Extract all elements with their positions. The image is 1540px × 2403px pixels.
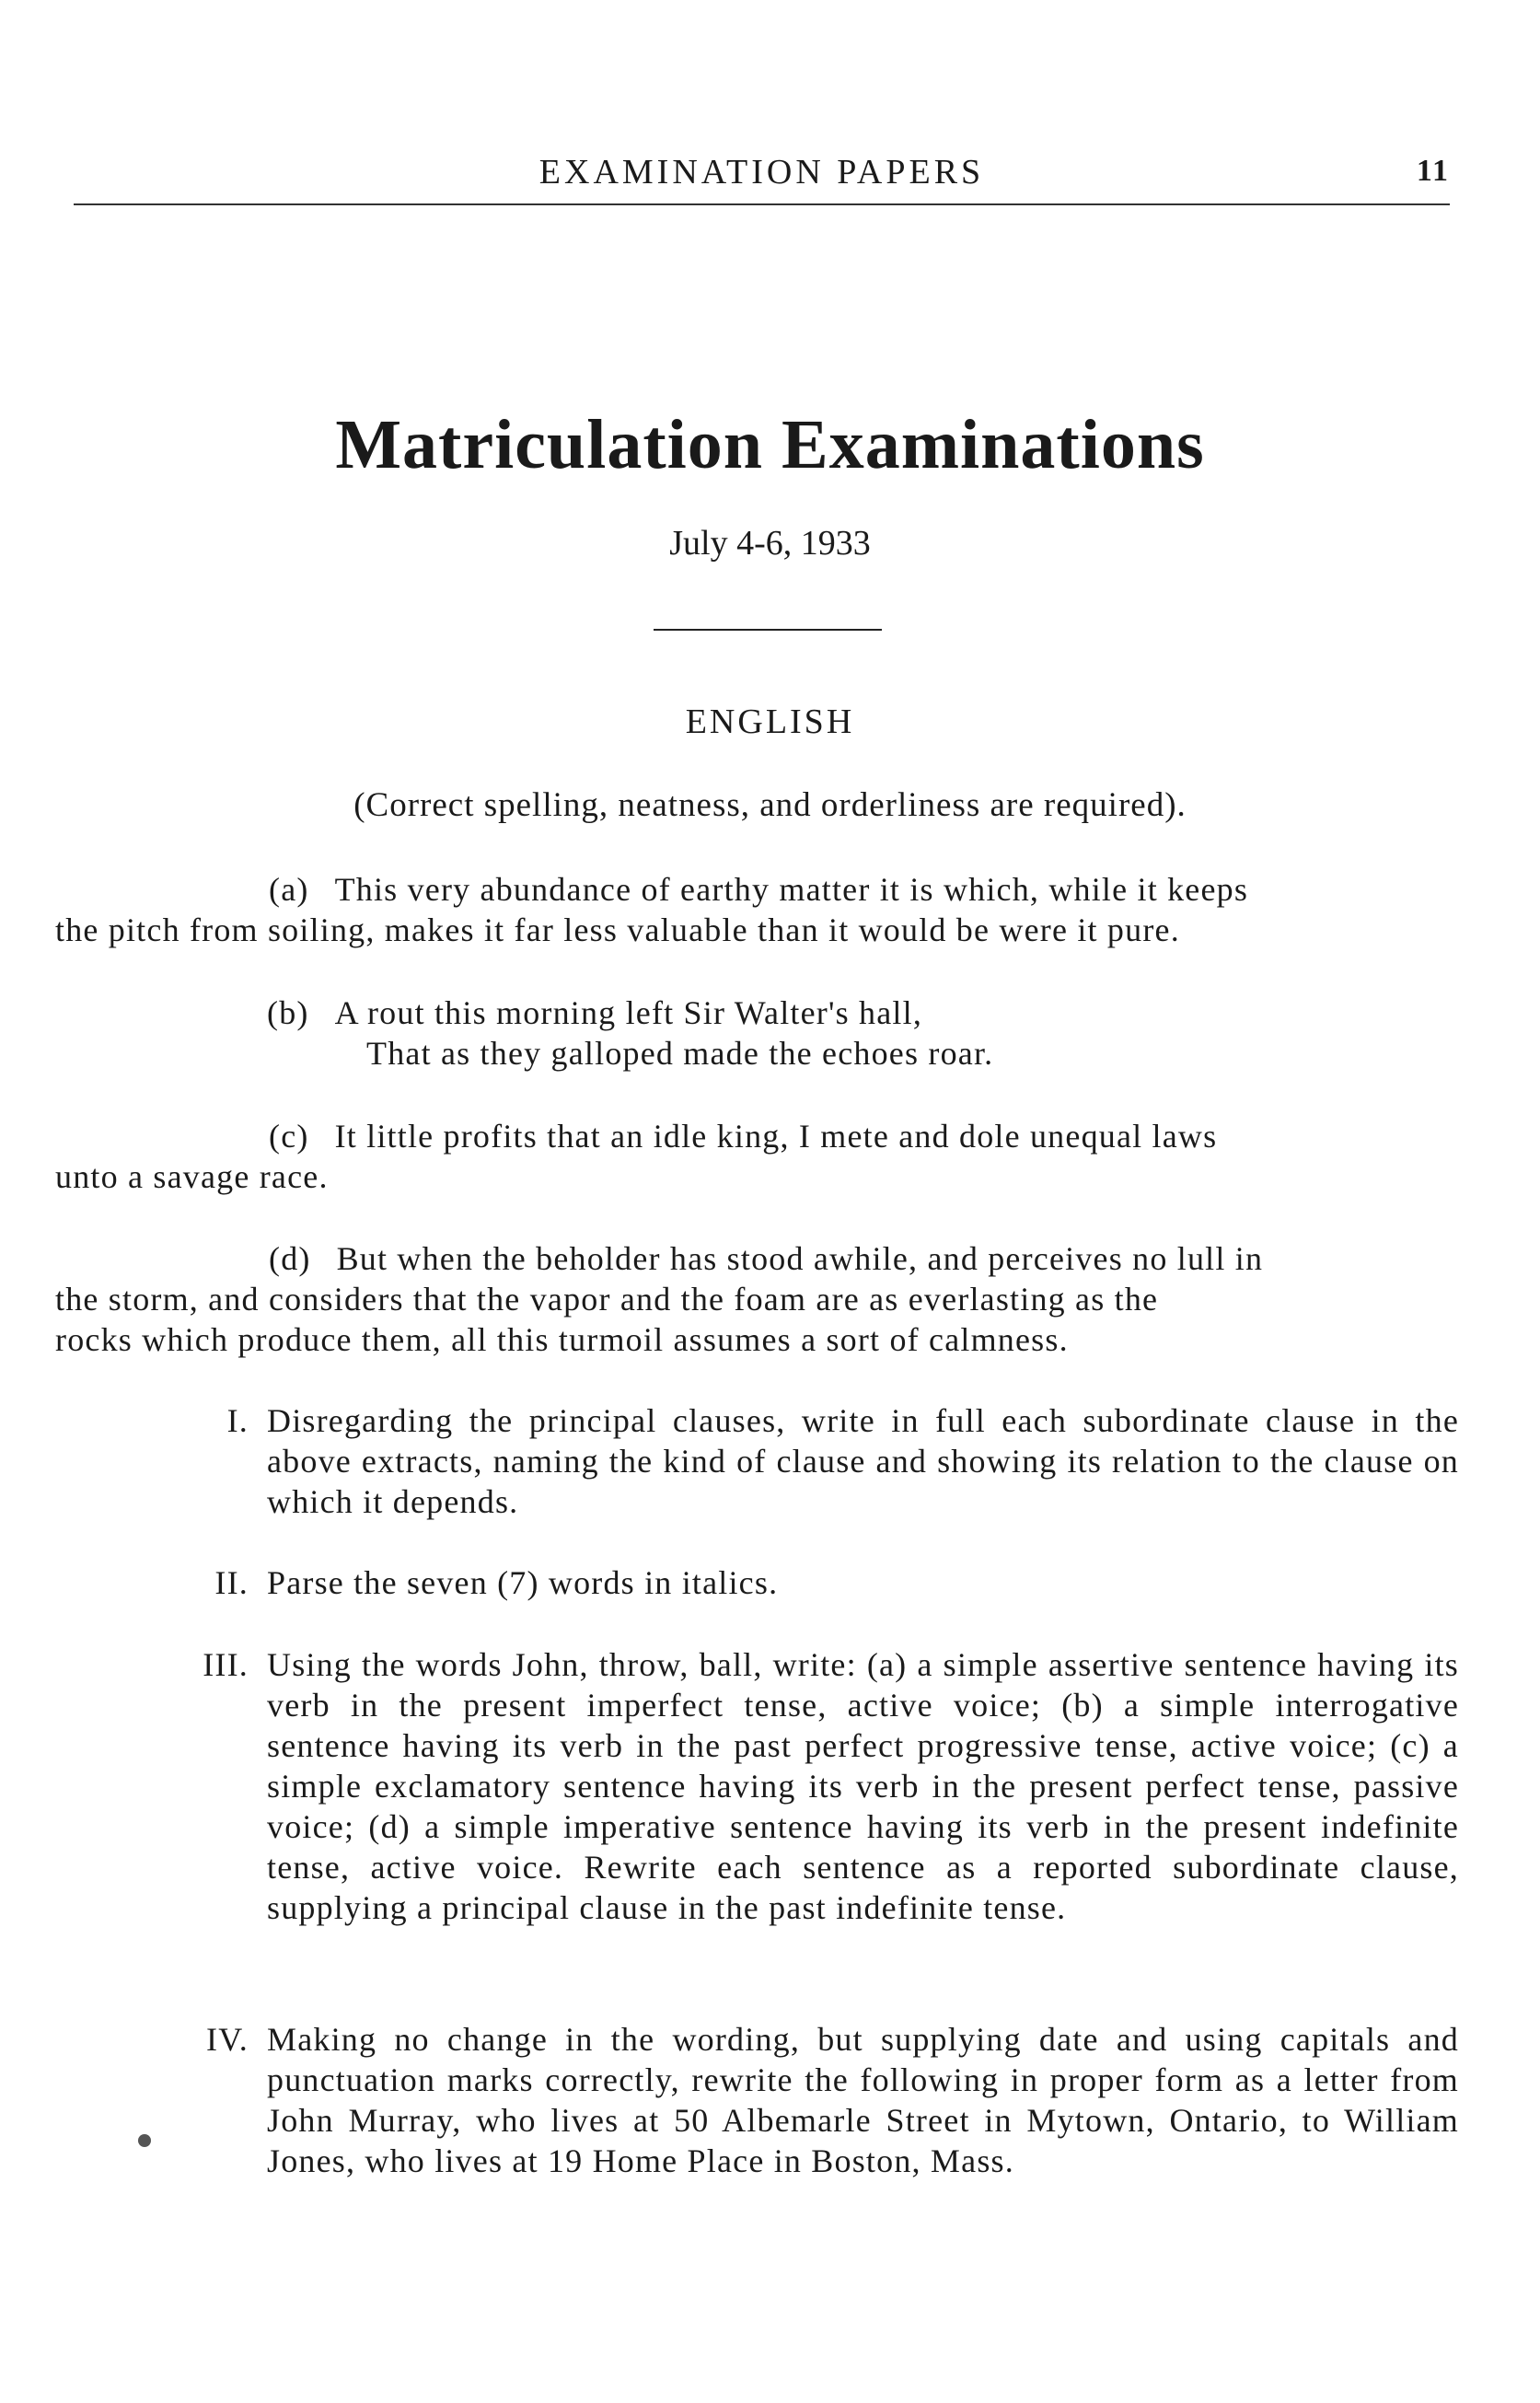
extract-c bbox=[55, 1116, 1459, 1197]
extract-a-line-2: the pitch from soiling, makes it far less valuable than it would be were it pure. bbox=[55, 911, 1180, 948]
subject-heading: ENGLISH bbox=[685, 702, 855, 741]
header-rule bbox=[74, 203, 1450, 205]
question-2 bbox=[214, 1562, 1459, 1603]
extract-d-line-2: the storm, and considers that the vapor and the foam are as everlasting as the bbox=[55, 1281, 1159, 1318]
running-header bbox=[74, 152, 1450, 207]
question-number: IV. bbox=[206, 2021, 249, 2058]
question-text: Disregarding the principal clauses, write in full each subordinate clause in the above extracts, naming the kind of clause and showing its relation to the clause on which it depends. bbox=[267, 1402, 1459, 1520]
question-text: Using the words John, throw, ball, write: (a) a simple assertive sentence having its verb in the present imperfect tense, active voice; (b) a simple interrogative sentence having its verb in the past perfect progressive tense, active voice; (c) a simple exclamatory sentence having its verb in the present perfect tense, passive voice; (d) a simple imperative sentence having its verb in the present indefinite tense, active voice. Rewrite each sentence as a reported subordinate clause, supplying a principal clause in the past indefinite tense. bbox=[267, 1646, 1459, 1926]
extract-d-label: (d) bbox=[269, 1240, 311, 1277]
title-divider bbox=[654, 629, 882, 631]
page-number: 11 bbox=[1416, 154, 1450, 188]
extract-a-line-1: (a) This very abundance of earthy matter it is which, while it keeps bbox=[269, 871, 1249, 908]
extract-c-label: (c) bbox=[269, 1118, 309, 1155]
page-title: Matriculation Examinations bbox=[335, 406, 1205, 483]
extract-d-line-3: rocks which produce them, all this turmoil assumes a sort of calmness. bbox=[55, 1321, 1069, 1358]
question-number: I. bbox=[226, 1402, 249, 1439]
question-3 bbox=[203, 1644, 1459, 1928]
extract-b-line-1: (b) A rout this morning left Sir Walter's hall, bbox=[267, 994, 923, 1031]
instructions-line: (Correct spelling, neatness, and orderliness are required). bbox=[353, 786, 1187, 824]
extract-a-label: (a) bbox=[269, 871, 309, 908]
question-1 bbox=[226, 1400, 1459, 1522]
extract-d bbox=[55, 1238, 1459, 1360]
extract-a bbox=[55, 869, 1459, 950]
extract-b-line-2: That as they galloped made the echoes roar. bbox=[366, 1035, 994, 1072]
ink-speck bbox=[138, 2134, 151, 2147]
running-title: EXAMINATION PAPERS bbox=[538, 153, 985, 192]
question-number: III. bbox=[203, 1646, 249, 1683]
exam-date: July 4-6, 1933 bbox=[669, 524, 871, 563]
extract-b-label: (b) bbox=[267, 994, 309, 1031]
extract-b bbox=[267, 993, 1464, 1074]
question-text: Parse the seven (7) words in italics. bbox=[267, 1564, 779, 1601]
extract-c-line-2: unto a savage race. bbox=[55, 1158, 329, 1195]
extract-d-line-1: (d) But when the beholder has stood awhile, and perceives no lull in bbox=[269, 1240, 1264, 1277]
question-number: II. bbox=[214, 1564, 249, 1601]
question-text: Making no change in the wording, but supplying date and using capitals and punctuation marks correctly, rewrite the following in proper form as a letter from John Murray, who lives at 50 Albemarle Street in Mytown, Ontario, to William Jones, who lives at 19 Home Place in Boston, Mass. bbox=[267, 2021, 1459, 2179]
extract-c-line-1: (c) It little profits that an idle king, I mete and dole unequal laws bbox=[269, 1118, 1218, 1155]
question-4 bbox=[206, 2019, 1459, 2181]
